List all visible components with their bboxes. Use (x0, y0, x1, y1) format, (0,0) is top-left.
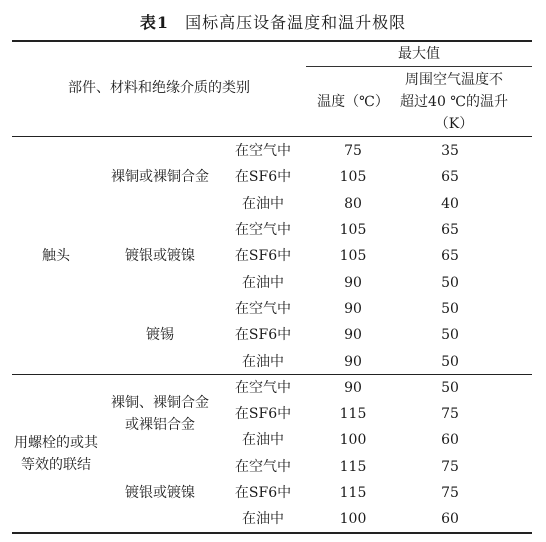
temperature-cell: 115 (339, 406, 367, 423)
temperature-cell: 90 (344, 327, 362, 344)
temp-rise-cell: 60 (441, 432, 459, 449)
part-group-cell: 用螺栓的或其等效的联结 (14, 434, 98, 473)
medium-cell: 在SF6中 (234, 248, 292, 265)
temp-rise-cell: 50 (441, 274, 459, 291)
temperature-cell: 100 (339, 432, 367, 449)
material-cell: 裸铜、裸铜合金或裸铝合金 (111, 395, 209, 434)
material-cell: 镀银或镀镍 (125, 485, 195, 502)
temp-rise-cell: 50 (441, 353, 459, 370)
max-value-underline (306, 66, 532, 67)
medium-cell: 在空气中 (235, 222, 291, 239)
temp-rise-cell: 65 (441, 248, 459, 265)
medium-cell: 在空气中 (235, 458, 291, 475)
table-title (0, 10, 546, 33)
part-group-cell: 触头 (42, 248, 70, 265)
temp-rise-cell: 50 (441, 379, 459, 396)
medium-cell: 在空气中 (235, 143, 291, 160)
material-cell: 裸铜或裸铜合金 (111, 169, 209, 186)
temperature-cell: 80 (344, 195, 362, 212)
temperature-cell: 105 (339, 169, 367, 186)
header-temperature: 温度（℃） (317, 94, 389, 110)
material-cell: 镀锡 (146, 327, 174, 344)
material-cell: 镀银或镀镍 (125, 248, 195, 265)
medium-cell: 在空气中 (235, 379, 291, 396)
medium-cell: 在SF6中 (234, 169, 292, 186)
header-category: 部件、材料和绝缘介质的类别 (68, 80, 250, 96)
temperature-cell: 115 (339, 485, 367, 502)
temperature-cell: 115 (339, 458, 367, 475)
temperature-cell: 105 (339, 222, 367, 239)
header-temp-rise: 周围空气温度不超过40 ℃的温升（K） (400, 72, 508, 132)
medium-cell: 在油中 (242, 432, 284, 449)
temp-rise-cell: 75 (441, 458, 459, 475)
temperature-cell: 90 (344, 353, 362, 370)
medium-cell: 在油中 (242, 511, 284, 528)
medium-cell: 在油中 (242, 274, 284, 291)
temp-rise-cell: 60 (441, 511, 459, 528)
temp-rise-cell: 35 (441, 143, 459, 160)
temperature-cell: 105 (339, 248, 367, 265)
medium-cell: 在SF6中 (234, 406, 292, 423)
temperature-cell: 90 (344, 274, 362, 291)
medium-cell: 在空气中 (235, 300, 291, 317)
temp-rise-cell: 65 (441, 222, 459, 239)
medium-cell: 在油中 (242, 195, 284, 212)
temperature-cell: 90 (344, 379, 362, 396)
temperature-cell: 75 (344, 143, 362, 160)
table-number: 表1 (139, 13, 170, 32)
temperature-cell: 90 (344, 300, 362, 317)
medium-cell: 在SF6中 (234, 327, 292, 344)
temp-rise-cell: 65 (441, 169, 459, 186)
temperature-cell: 100 (339, 511, 367, 528)
temp-rise-cell: 75 (441, 485, 459, 502)
table-caption: 国标高压设备温度和温升极限 (185, 13, 407, 32)
medium-cell: 在油中 (242, 353, 284, 370)
temp-rise-cell: 50 (441, 300, 459, 317)
header-rule (12, 136, 532, 137)
header-max-value: 最大值 (398, 46, 440, 62)
temp-rise-cell: 50 (441, 327, 459, 344)
medium-cell: 在SF6中 (234, 485, 292, 502)
temp-rise-cell: 75 (441, 406, 459, 423)
temp-rise-cell: 40 (441, 195, 459, 212)
